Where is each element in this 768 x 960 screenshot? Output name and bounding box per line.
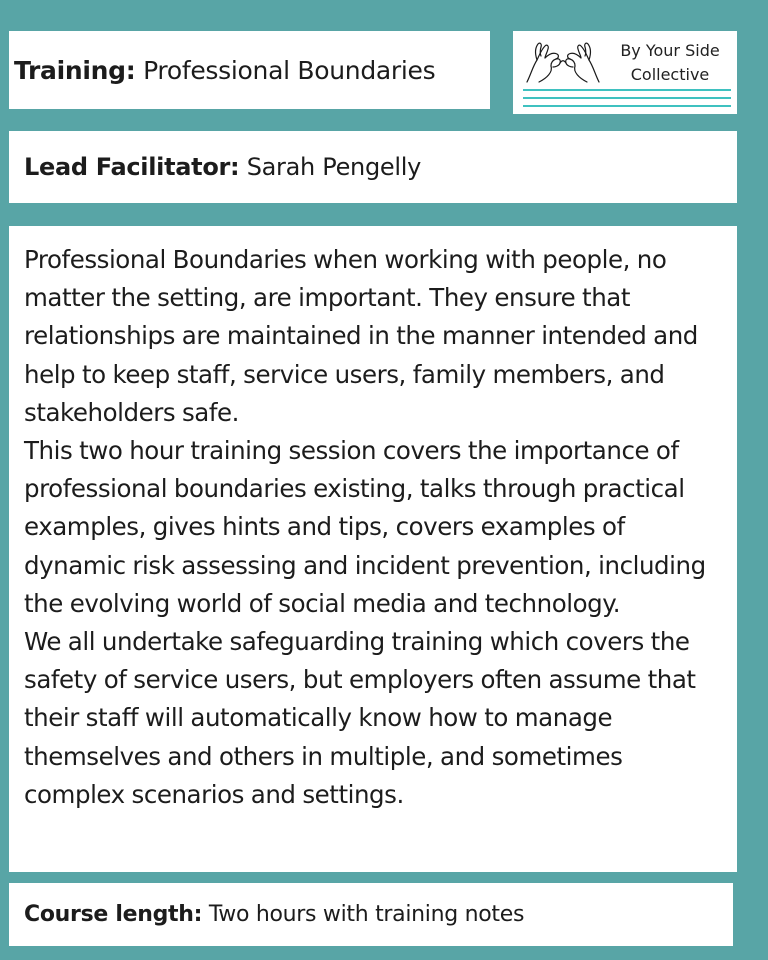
course-length-label: Course length:: [24, 902, 203, 927]
logo-text: [607, 39, 733, 87]
training-title-card: [9, 31, 490, 109]
logo-rule-1: [523, 89, 731, 91]
course-length-line: [24, 902, 524, 927]
logo-rule-3: [523, 105, 731, 107]
description-paragraph-2: This two hour training session covers the importance of professional boundaries existing, talks through practical examples, gives hints and tips, covers examples of dynamic risk assessing and incident prevention, including the evolving world of social media and technology.: [24, 436, 706, 618]
training-label: Training:: [14, 55, 136, 85]
logo-rule-2: [523, 97, 731, 99]
course-length-card: [9, 883, 733, 946]
logo-line-1: By Your Side: [620, 41, 720, 60]
facilitator-line: [24, 153, 421, 181]
pinky-promise-hands-icon: [523, 36, 603, 86]
description-paragraph-3: We all undertake safeguarding training which covers the safety of service users, but employers often assume that their staff will automatically know how to manage themselves and others in multiple, and sometimes complex scenarios and settings.: [24, 627, 696, 809]
description-paragraph-1: Professional Boundaries when working with people, no matter the setting, are important. They ensure that relationships are maintained in the manner intended and help to keep staff, service users, family members, and stakeholders safe.: [24, 245, 698, 427]
training-title: [14, 56, 435, 85]
facilitator-card: [9, 131, 737, 203]
logo-card: [513, 31, 737, 114]
facilitator-value: Sarah Pengelly: [246, 153, 421, 181]
logo-line-2: Collective: [630, 65, 710, 84]
description-card: [9, 226, 737, 872]
course-length-value: Two hours with training notes: [208, 902, 525, 927]
facilitator-label: Lead Facilitator:: [24, 153, 240, 181]
training-value: Professional Boundaries: [143, 55, 436, 85]
